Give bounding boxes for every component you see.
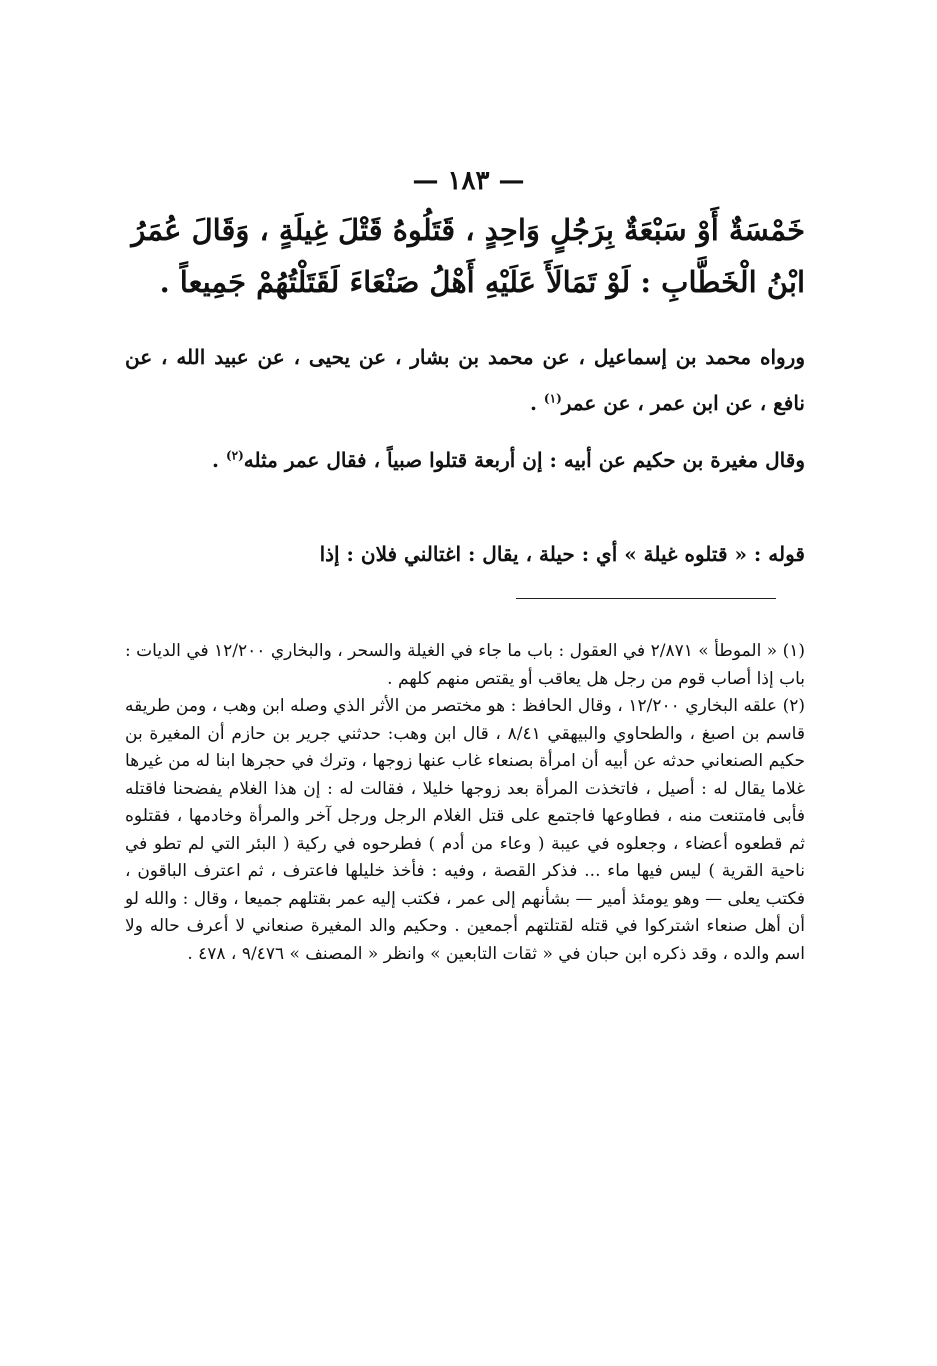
footnote-ref-2: (٢) [225,448,244,463]
footnote-2: (٢) علقه البخاري ١٢/٢٠٠ ، وقال الحافظ : هو مختصر من الأثر الذي وصله ابن وهب ، ومن طريقه قاسم بن اصبغ ، والطحاوي والبيهقي ٨/٤١ ، قال ابن وهب: حدثني جرير بن حازم أن المغيرة بن حكيم الصنعاني حدثه عن أبيه أن امرأة بصنعاء غاب عنها زوجها ، وترك في حجرها ابنا له من غيرها غلاما يقال له : أصيل ، فاتخذت المرأة بعد زوجها خليلا ، فقالت له : إن هذا الغلام يفضحنا فاقتله فأبى فامتنعت منه ، فطاوعها فاجتمع على قتل الغلام الرجل ورجل آخر والمرأة وخادمها ، فقتلوه ثم قطعوه أعضاء ، وجعلوه في عيبة ( وعاء من أدم ) فطرحوه في ركية ( البئر التي لم تطو في ناحية القرية ) ليس فيها ماء ... فذكر القصة ، وفيه : فأخذ خليلها فاعترف ، ثم اعترف الباقون ، فكتب يعلى — وهو يومئذ أمير — بشأنهم إلى عمر ، فكتب إليه عمر بقتلهم جميعا ، وقال : والله لو أن أهل صنعاء اشتركوا في قتله لقتلتهم أجمعين . وحكيم والد المغيرة صنعاني لا أعرف حاله ولا اسم والده ، وقد ذكره ابن حبان في « ثقات التابعين » وانظر « المصنف » ٩/٤٧٦ ، ٤٧٨ . [125,696,805,964]
paragraph-text: قوله : « قتلوه غيلة » أي : حيلة ، يقال : اغتالني فلان : إذا [319,542,805,566]
paragraph-text: وقال مغيرة بن حكيم عن أبيه : إن أربعة قتلوا صبياً ، فقال عمر مثله [243,448,805,472]
paragraph-narration [125,334,805,426]
footnote-ref-1: (١) [543,391,562,406]
paragraph-mughira [125,437,805,483]
paragraph-text: ورواه محمد بن إسماعيل ، عن محمد بن بشار ، عن يحيى ، عن عبيد الله ، عن نافع ، عن ابن عمر ، عن عمر [125,345,805,415]
paragraph-explanation [125,531,805,577]
quote-line-1: خَمْسَةٌ أَوْ سَبْعَةٌ بِرَجُلٍ وَاحِدٍ ، قَتَلُوهُ قَتْلَ غِيلَةٍ ، وَقَالَ عُمَرُ [131,213,805,247]
footnote-1: (١) « الموطأ » ٢/٨٧١ في العقول : باب ما جاء في الغيلة والسحر ، والبخاري ١٢/٢٠٠ في الديات : باب إذا أصاب قوم من رجل هل يعاقب أو يقتص منهم كلهم . [125,641,805,689]
quote-line-2: ابْنُ الْخَطَّابِ : لَوْ تَمَالَأَ عَلَيْهِ أَهْلُ صَنْعَاءَ لَقَتَلْتُهُمْ جَمِيعاً . [159,265,805,299]
paragraph-tail: . [212,448,226,472]
page-number: — ١٨٣ — [412,166,525,196]
footnote-divider [516,598,776,599]
hadith-quote [125,204,805,308]
footnotes [125,638,805,968]
paragraph-tail: . [529,391,544,415]
